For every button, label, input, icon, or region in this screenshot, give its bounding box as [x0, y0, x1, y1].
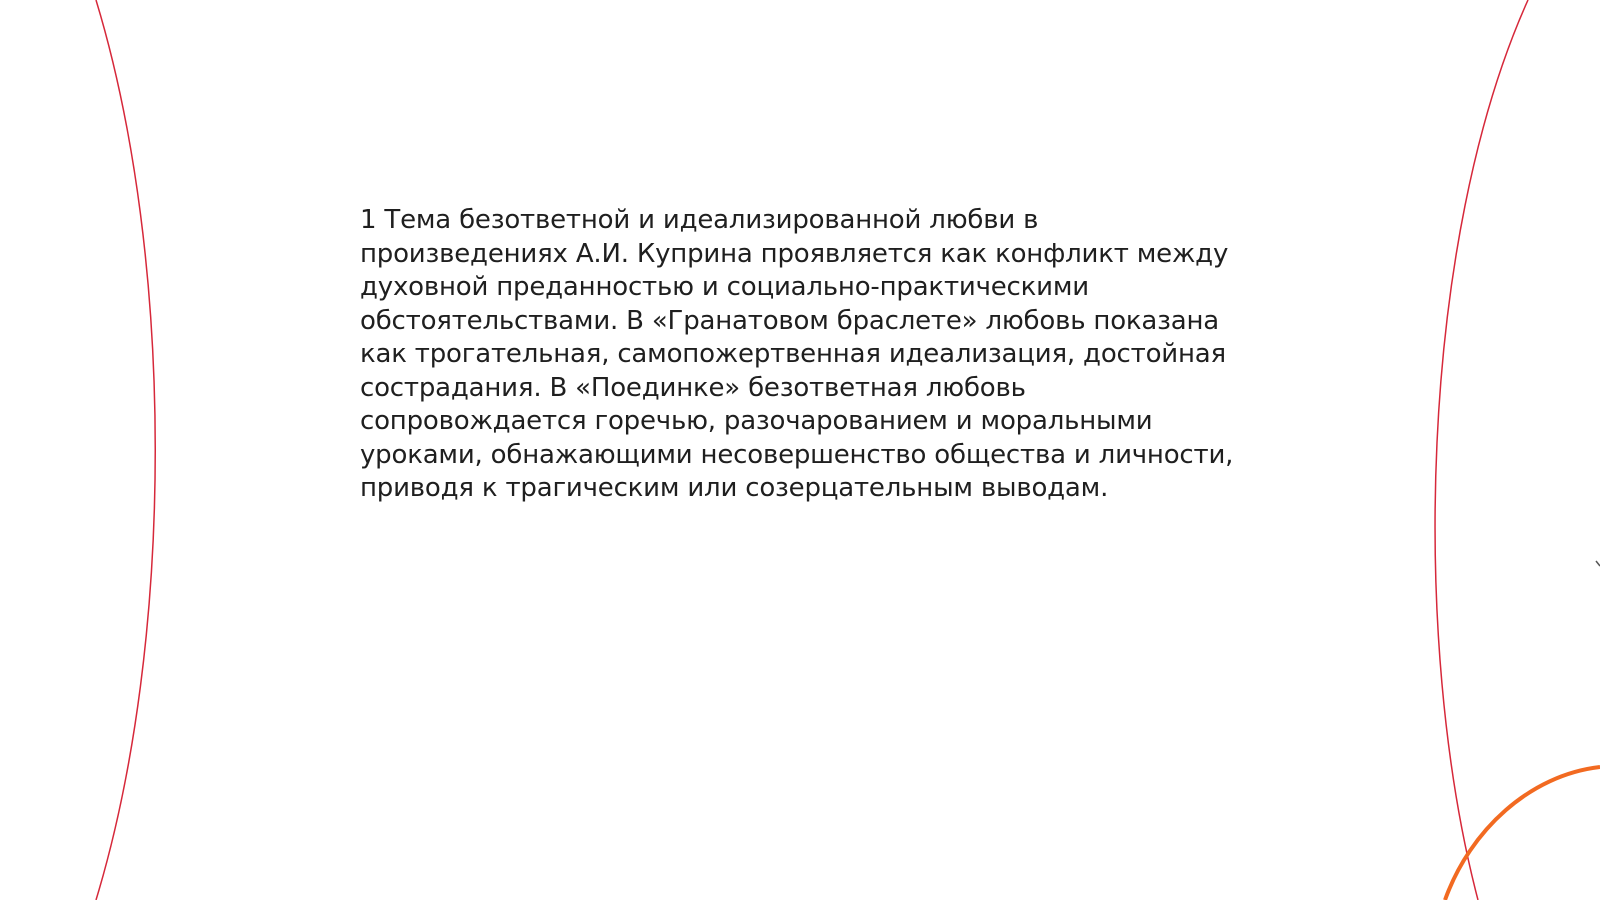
bottom-right-orange-arc — [1445, 767, 1600, 900]
right-edge-tick — [1596, 561, 1600, 566]
right-arc-line — [1435, 0, 1528, 900]
left-arc-line — [96, 0, 155, 900]
slide-body-text: 1 Тема безответной и идеализированной любви в произведениях А.И. Куприна проявляется как конфликт между духовной преданностью и социально-практическими обстоятельствами. В «Гранатовом браслете» любовь показана как трогательная, самопожертвенная идеализация, достойная сострадания. В «Поединке» безответная любовь сопровождается горечью, разочарованием и моральными уроками, обнажающими несовершенство общества и личности, приводя к трагическим или созерцательным выводам. — [360, 205, 1234, 503]
